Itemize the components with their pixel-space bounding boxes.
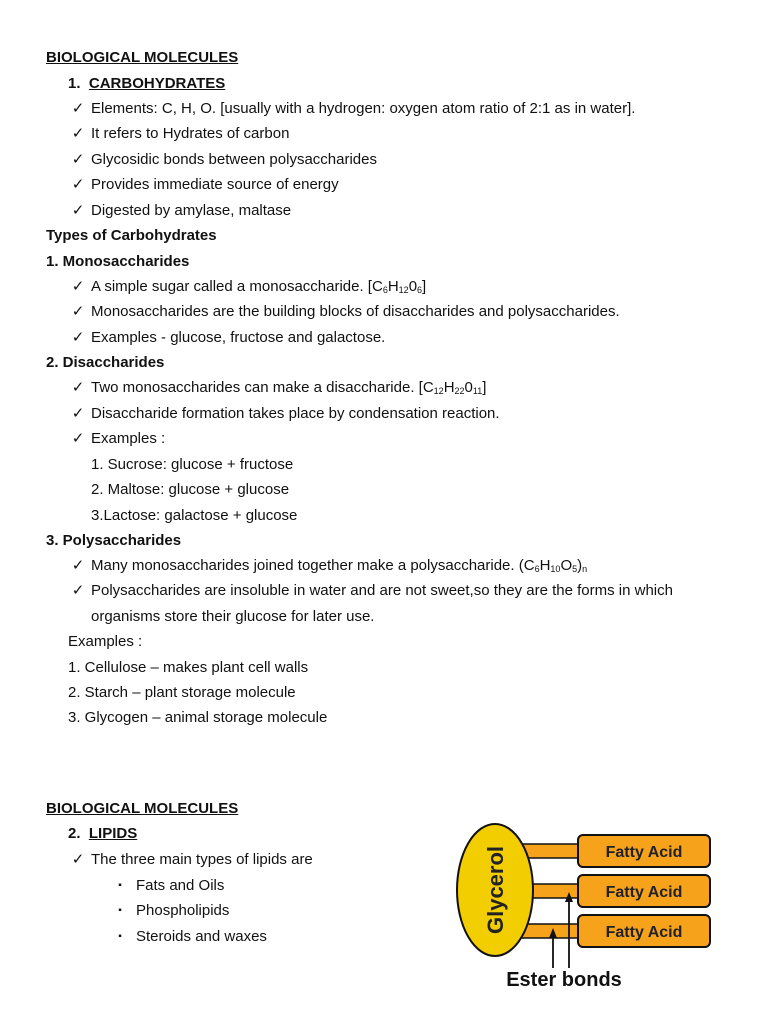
- section-heading: BIOLOGICAL MOLECULES: [46, 49, 239, 66]
- subsection-title: LIPIDS: [88, 825, 138, 842]
- check-icon: ✓: [71, 278, 85, 295]
- square-bullet-icon: ▪: [118, 931, 122, 942]
- formula-text: Many monosaccharides joined together make a polysaccharide. $(C_6H_{10}O_5)_n$: [91, 557, 588, 574]
- list-item-continuation: organisms store their glucose for later use.: [91, 608, 375, 625]
- example-item: 2. Maltose: glucose + glucose: [91, 481, 290, 498]
- check-icon: ✓: [71, 430, 85, 447]
- check-icon: ✓: [71, 303, 85, 320]
- fatty-acid-label: Fatty Acid: [605, 844, 683, 861]
- check-icon: ✓: [71, 851, 85, 868]
- square-bullet-icon: ▪: [118, 905, 122, 916]
- examples-label: Examples :: [68, 633, 143, 650]
- check-icon: ✓: [71, 329, 85, 346]
- example-item: 3.Lactose: galactose + glucose: [91, 507, 298, 524]
- subsection-heading: 1. CARBOHYDRATES: [68, 75, 226, 92]
- check-icon: ✓: [71, 557, 85, 574]
- formula-text: A simple sugar called a monosaccharide. $[C_6H_{12}0_6]$: [91, 278, 427, 295]
- check-icon: ✓: [71, 202, 85, 219]
- fatty-acid-label: Fatty Acid: [605, 924, 683, 941]
- di-heading: 2. Disaccharides: [46, 354, 165, 371]
- check-icon: ✓: [71, 100, 85, 117]
- subsection-heading: 2. LIPIDS: [68, 825, 138, 842]
- square-bullet-icon: ▪: [118, 880, 122, 891]
- glycerol-label: Glycerol: [483, 845, 508, 935]
- check-icon: ✓: [71, 582, 85, 599]
- check-icon: ✓: [71, 125, 85, 142]
- fatty-acid-label: Fatty Acid: [605, 884, 683, 901]
- formula-text: Two monosaccharides can make a disaccharide. $[C_{12}H_{22}0_{11}]$: [91, 379, 487, 396]
- example-item: 3. Glycogen – animal storage molecule: [68, 709, 328, 726]
- check-icon: ✓: [71, 151, 85, 168]
- example-item: 1. Sucrose: glucose + fructose: [91, 456, 294, 473]
- ester-bonds-label: Ester bonds: [506, 969, 622, 991]
- triglyceride-diagram: [450, 818, 720, 998]
- example-item: 1. Cellulose – makes plant cell walls: [68, 659, 309, 676]
- document-page: BIOLOGICAL MOLECULES 1. CARBOHYDRATES ✓ Elements: C, H, O. [usually with a hydrogen: oxygen atom ratio of 2:1 as in water]. ✓ It refers to Hydrates of carbon ✓ Glycosidic bonds between polysaccharides ✓ Provides immediate source of energy ✓ Digested by amylase, maltase Types of Carbohydrates 1. Monosaccharides ✓ A simple sugar called a monosaccharide. $[C_6H_{12}0_6]$ ✓ Monosaccharides are the building blocks of disaccharides and polysaccharides. ✓ Examples - glucose, fructose and galactose. 2. Disaccharides ✓ Two monosaccharides can make a disaccharide. $[C_{12}H_{22}0_{11}]$ ✓ Disaccharide formation takes place by condensation reaction. ✓ Examples : 1. Sucrose: glucose + fructose 2. Maltose: glucose + glucose 3.Lactose: galactose + glucose 3. Polysaccharides ✓ Many monosaccharides joined together make a polysaccharide. $(C_6H_{10}O_5)_n$ ✓ Polysaccharides are insoluble in water and are not sweet,so they are the forms in which organisms store their glucose for later use. Examples : 1. Cellulose – makes plant cell walls 2. Starch – plant storage molecule 3. Glycogen – animal storage molecule BIOLOGICAL MOLECULES 2. LIPIDS ✓ The three main types of lipids are ▪ Fats and Oils ▪ Phospholipids ▪ Steroids and waxes Fatty Acid Fatty Acid Fatty Acid Glycerol Ester bonds: [0, 0, 768, 1024]
- poly-heading: 3. Polysaccharides: [46, 532, 182, 549]
- subsection-title: CARBOHYDRATES: [88, 75, 226, 92]
- mono-heading: 1. Monosaccharides: [46, 253, 190, 270]
- example-item: 2. Starch – plant storage molecule: [68, 684, 296, 701]
- types-heading: Types of Carbohydrates: [46, 227, 217, 244]
- check-icon: ✓: [71, 176, 85, 193]
- check-icon: ✓: [71, 405, 85, 422]
- check-icon: ✓: [71, 379, 85, 396]
- section-heading: BIOLOGICAL MOLECULES: [46, 800, 239, 817]
